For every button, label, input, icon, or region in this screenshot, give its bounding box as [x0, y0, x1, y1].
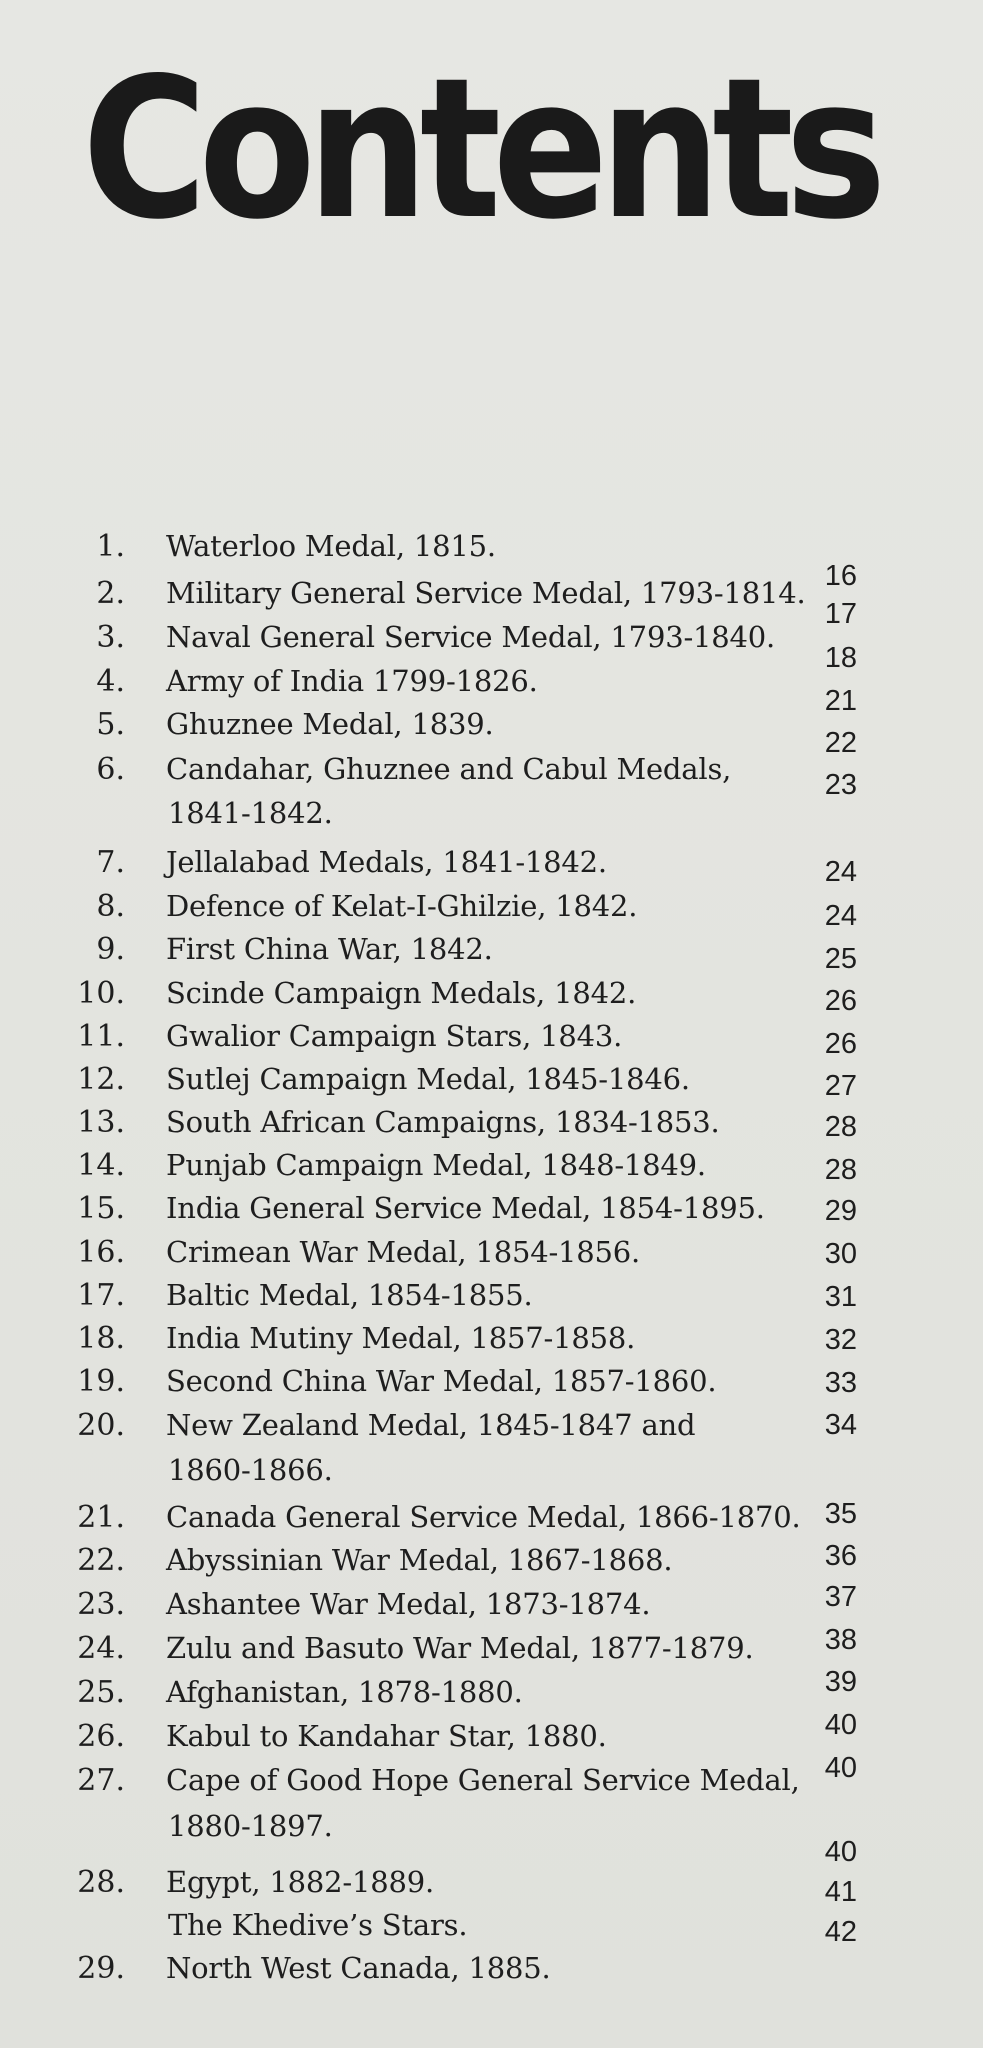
entry-title: Military General Service Medal, 1793-1814. [166, 576, 806, 610]
toc-entry [0, 707, 983, 759]
entry-title: Scinde Campaign Medals, 1842. [166, 976, 637, 1010]
entry-page: 29 [824, 1195, 857, 1227]
entry-number: 13. [77, 1105, 125, 1140]
entry-title: Naval General Service Medal, 1793-1840. [166, 620, 776, 654]
entry-number: 3. [96, 620, 125, 655]
entry-title: Defence of Kelat-I-Ghilzie, 1842. [166, 889, 638, 923]
toc-entry [0, 932, 983, 975]
entry-title: India General Service Medal, 1854-1895. [166, 1191, 765, 1225]
entry-page: 26 [824, 1028, 857, 1060]
entry-title: Canada General Service Medal, 1866-1870. [166, 1500, 801, 1534]
entry-title: Candahar, Ghuznee and Cabul Medals, [166, 752, 732, 786]
entry-page: 32 [824, 1324, 857, 1356]
entry-number: 11. [77, 1019, 125, 1054]
entry-title: India Mutiny Medal, 1857-1858. [166, 1321, 636, 1355]
entry-number: 26. [77, 1719, 125, 1754]
entry-page: 41 [824, 1876, 857, 1908]
entry-title: Jellalabad Medals, 1841-1842. [166, 845, 607, 879]
entry-title: New Zealand Medal, 1845-1847 and [166, 1408, 696, 1442]
toc-entry [0, 845, 983, 888]
entry-title: Zulu and Basuto War Medal, 1877-1879. [166, 1631, 754, 1665]
entry-number: 12. [77, 1062, 125, 1097]
toc-entry [0, 1105, 983, 1143]
entry-title: Sutlej Campaign Medal, 1845-1846. [166, 1062, 690, 1096]
toc-entry [0, 1191, 983, 1227]
toc-entry [0, 1709, 983, 1754]
entry-title: Ashantee War Medal, 1873-1874. [166, 1587, 651, 1621]
toc-entry [0, 1148, 983, 1186]
entry-title: Abyssinian War Medal, 1867-1868. [166, 1543, 673, 1577]
page-title: Contents [82, 36, 878, 262]
toc-entry [0, 1235, 983, 1270]
entry-page: 18 [824, 642, 857, 674]
toc-entry [0, 1752, 983, 1798]
toc-entry-continuation [0, 1453, 983, 1487]
entry-number: 28. [77, 1865, 125, 1900]
entry-title: Waterloo Medal, 1815. [166, 529, 496, 563]
entry-number: 10. [77, 976, 125, 1011]
entry-title: Cape of Good Hope General Service Medal, [166, 1763, 800, 1797]
entry-page: 37 [824, 1581, 857, 1613]
entry-number: 14. [77, 1148, 125, 1183]
entry-page: 33 [824, 1367, 857, 1399]
toc-entry [0, 529, 983, 592]
entry-page: 16 [824, 560, 857, 592]
entry-number: 1. [96, 529, 125, 564]
entry-title: Kabul to Kandahar Star, 1880. [166, 1719, 607, 1753]
entry-title: Crimean War Medal, 1854-1856. [166, 1235, 641, 1269]
toc-entry [0, 1019, 983, 1060]
entry-number: 20. [77, 1408, 125, 1443]
entry-page: 21 [824, 685, 857, 717]
entry-title: First China War, 1842. [166, 932, 493, 966]
toc-entry-continuation [0, 796, 983, 830]
entry-title: Baltic Medal, 1854-1855. [166, 1278, 533, 1312]
entry-title: Second China War Medal, 1857-1860. [166, 1364, 717, 1398]
toc-entry [0, 1498, 983, 1535]
entry-page: 24 [824, 856, 857, 888]
entry-number: 7. [96, 845, 125, 880]
toc-entry [0, 1408, 983, 1443]
toc-entry [0, 620, 983, 674]
entry-title: Army of India 1799-1826. [166, 664, 538, 698]
entry-number: 5. [96, 707, 125, 742]
entry-page: 22 [824, 727, 857, 759]
toc-entry-continuation [0, 1809, 983, 1843]
entry-page: 39 [824, 1666, 857, 1698]
entry-title: Punjab Campaign Medal, 1848-1849. [166, 1148, 706, 1182]
entry-number: 16. [77, 1235, 125, 1270]
entry-page: 34 [824, 1409, 857, 1441]
entry-title: Gwalior Campaign Stars, 1843. [166, 1019, 623, 1053]
entry-page: 28 [824, 1111, 857, 1143]
entry-page: 42 [824, 1916, 857, 1948]
entry-page: 38 [824, 1624, 857, 1656]
entry-number: 22. [77, 1543, 125, 1578]
entry-number: 29. [77, 1951, 125, 1986]
entry-number: 17. [77, 1278, 125, 1313]
entry-page: 17 [824, 598, 857, 630]
entry-number: 18. [77, 1321, 125, 1356]
entry-page: 23 [824, 769, 857, 801]
entry-title-continued: The Khedive’s Stars. [168, 1908, 468, 1942]
entry-page: 31 [824, 1281, 857, 1313]
toc-entry [0, 976, 983, 1017]
toc-entry [0, 664, 983, 717]
entry-title: South African Campaigns, 1834-1853. [166, 1105, 720, 1139]
toc-entry [0, 1540, 983, 1578]
entry-number: 23. [77, 1587, 125, 1622]
entry-title-continued: 1841-1842. [168, 796, 333, 830]
entry-title: North West Canada, 1885. [166, 1951, 551, 1985]
entry-title-continued: 1880-1897. [168, 1809, 333, 1843]
entry-page: 26 [824, 985, 857, 1017]
entry-page: 40 [824, 1836, 857, 1868]
entry-number: 4. [96, 664, 125, 699]
entry-number: 15. [77, 1191, 125, 1226]
entry-page: 35 [824, 1498, 857, 1530]
toc-entry [0, 1581, 983, 1622]
toc-entry [0, 1278, 983, 1313]
toc-entry [0, 1321, 983, 1356]
toc-entry [0, 889, 983, 932]
toc-entry [0, 1062, 983, 1102]
entry-number: 21. [77, 1500, 125, 1535]
entry-page: 27 [824, 1070, 857, 1102]
entry-number: 25. [77, 1675, 125, 1710]
entry-title: Ghuznee Medal, 1839. [166, 707, 494, 741]
entry-title: Afghanistan, 1878-1880. [166, 1675, 523, 1709]
entry-title: Egypt, 1882-1889. [166, 1865, 434, 1899]
entry-page: 36 [824, 1540, 857, 1572]
entry-number: 19. [77, 1364, 125, 1399]
entry-page: 25 [824, 943, 857, 975]
entry-title-continued: 1860-1866. [168, 1453, 333, 1487]
entry-number: 27. [77, 1763, 125, 1798]
entry-number: 24. [77, 1631, 125, 1666]
entry-page: 28 [824, 1154, 857, 1186]
toc-entry [0, 1624, 983, 1666]
entry-page: 40 [824, 1752, 857, 1784]
entry-page: 24 [824, 900, 857, 932]
entry-page: 30 [824, 1238, 857, 1270]
toc-entry [0, 1364, 983, 1399]
entry-page: 40 [824, 1709, 857, 1741]
entry-number: 8. [96, 889, 125, 924]
entry-number: 9. [96, 932, 125, 967]
entry-number: 6. [96, 752, 125, 787]
entry-number: 2. [96, 576, 125, 611]
toc-entry [0, 1666, 983, 1710]
toc-entry [0, 752, 983, 801]
